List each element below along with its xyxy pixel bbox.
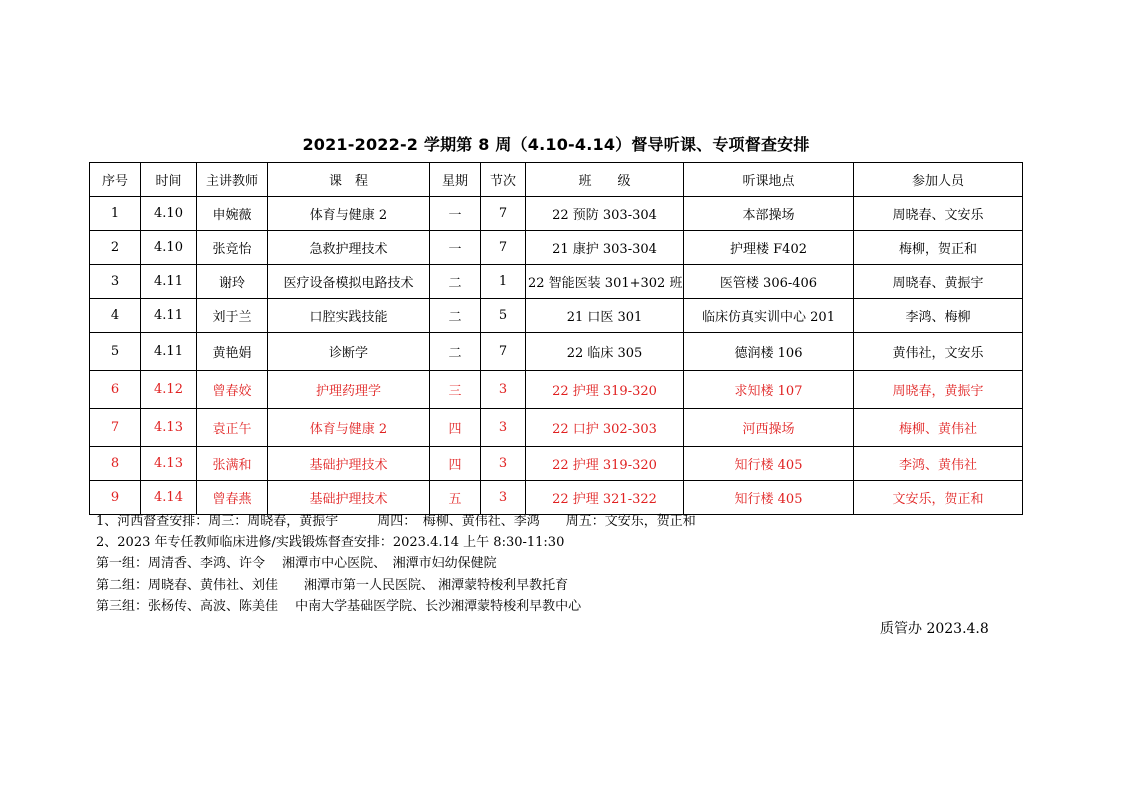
note-group-1: 第一组：周清香、李鸿、许令 湘潭市中心医院、 湘潭市妇幼保健院 <box>96 556 497 572</box>
cell-class: 22 智能医装 301+302 班 <box>526 265 684 299</box>
table-row <box>90 265 1023 299</box>
table-row <box>90 371 1023 409</box>
header-weekday: 星期 <box>430 163 481 197</box>
cell-date: 4.11 <box>141 299 197 333</box>
cell-weekday: 三 <box>430 371 481 409</box>
cell-teacher: 袁正午 <box>197 409 268 447</box>
cell-location: 知行楼 405 <box>684 481 854 515</box>
cell-class: 22 口护 302-303 <box>526 409 684 447</box>
cell-period: 7 <box>481 333 526 371</box>
header-class: 班 级 <box>526 163 684 197</box>
cell-period: 3 <box>481 409 526 447</box>
cell-location: 求知楼 107 <box>684 371 854 409</box>
cell-course: 体育与健康 2 <box>268 409 430 447</box>
page-title: 2021-2022-2 学期第 8 周（4.10-4.14）督导听课、专项督查安排 <box>302 135 810 154</box>
cell-weekday: 四 <box>430 447 481 481</box>
cell-date: 4.13 <box>141 409 197 447</box>
cell-weekday: 一 <box>430 231 481 265</box>
cell-date: 4.11 <box>141 265 197 299</box>
cell-weekday: 五 <box>430 481 481 515</box>
header-no: 序号 <box>90 163 141 197</box>
cell-no: 9 <box>90 481 141 515</box>
cell-location: 德润楼 106 <box>684 333 854 371</box>
cell-class: 22 预防 303-304 <box>526 197 684 231</box>
cell-period: 1 <box>481 265 526 299</box>
cell-teacher: 刘于兰 <box>197 299 268 333</box>
cell-attendees: 周晓春，黄振宇 <box>854 371 1023 409</box>
cell-no: 2 <box>90 231 141 265</box>
cell-no: 7 <box>90 409 141 447</box>
cell-location: 河西操场 <box>684 409 854 447</box>
table-row <box>90 409 1023 447</box>
cell-teacher: 曾春姣 <box>197 371 268 409</box>
cell-date: 4.13 <box>141 447 197 481</box>
cell-date: 4.14 <box>141 481 197 515</box>
cell-location: 医管楼 306-406 <box>684 265 854 299</box>
cell-date: 4.10 <box>141 197 197 231</box>
cell-course: 基础护理技术 <box>268 481 430 515</box>
cell-attendees: 文安乐，贺正和 <box>854 481 1023 515</box>
cell-teacher: 曾春燕 <box>197 481 268 515</box>
cell-class: 22 护理 319-320 <box>526 447 684 481</box>
cell-course: 基础护理技术 <box>268 447 430 481</box>
cell-period: 7 <box>481 231 526 265</box>
cell-no: 3 <box>90 265 141 299</box>
cell-location: 护理楼 F402 <box>684 231 854 265</box>
cell-no: 8 <box>90 447 141 481</box>
cell-teacher: 张竞怡 <box>197 231 268 265</box>
cell-teacher: 谢玲 <box>197 265 268 299</box>
cell-weekday: 二 <box>430 333 481 371</box>
cell-course: 口腔实践技能 <box>268 299 430 333</box>
table-row <box>90 333 1023 371</box>
note-clinical-inspection: 2、2023 年专任教师临床进修/实践锻炼督查安排：2023.4.14 上午 8:30-11:30 <box>96 535 565 551</box>
cell-period: 3 <box>481 481 526 515</box>
cell-teacher: 申婉薇 <box>197 197 268 231</box>
cell-weekday: 一 <box>430 197 481 231</box>
cell-weekday: 四 <box>430 409 481 447</box>
header-attendees: 参加人员 <box>854 163 1023 197</box>
cell-date: 4.11 <box>141 333 197 371</box>
cell-class: 22 临床 305 <box>526 333 684 371</box>
cell-weekday: 二 <box>430 265 481 299</box>
header-course: 课 程 <box>268 163 430 197</box>
cell-attendees: 梅柳、黄伟社 <box>854 409 1023 447</box>
cell-date: 4.12 <box>141 371 197 409</box>
cell-date: 4.10 <box>141 231 197 265</box>
table-header-row <box>90 163 1023 197</box>
cell-no: 4 <box>90 299 141 333</box>
header-date: 时间 <box>141 163 197 197</box>
note-group-3: 第三组：张杨传、高波、陈美佳 中南大学基础医学院、长沙湘潭蒙特梭利早教中心 <box>96 598 582 614</box>
cell-attendees: 梅柳，贺正和 <box>854 231 1023 265</box>
header-teacher: 主讲教师 <box>197 163 268 197</box>
cell-no: 1 <box>90 197 141 231</box>
schedule-table <box>89 162 1023 515</box>
cell-period: 3 <box>481 371 526 409</box>
cell-weekday: 二 <box>430 299 481 333</box>
cell-course: 诊断学 <box>268 333 430 371</box>
cell-attendees: 黄伟社，文安乐 <box>854 333 1023 371</box>
signature: 质管办 2023.4.8 <box>880 621 989 637</box>
cell-teacher: 黄艳娟 <box>197 333 268 371</box>
cell-teacher: 张满和 <box>197 447 268 481</box>
cell-course: 急救护理技术 <box>268 231 430 265</box>
cell-location: 知行楼 405 <box>684 447 854 481</box>
table-row <box>90 299 1023 333</box>
cell-course: 医疗设备模拟电路技术 <box>268 265 430 299</box>
header-period: 节次 <box>481 163 526 197</box>
table-row <box>90 447 1023 481</box>
cell-attendees: 周晓春、文安乐 <box>854 197 1023 231</box>
cell-class: 22 护理 319-320 <box>526 371 684 409</box>
table-row <box>90 481 1023 515</box>
cell-course: 体育与健康 2 <box>268 197 430 231</box>
table-row <box>90 197 1023 231</box>
cell-location: 本部操场 <box>684 197 854 231</box>
header-location: 听课地点 <box>684 163 854 197</box>
cell-class: 22 护理 321-322 <box>526 481 684 515</box>
cell-period: 3 <box>481 447 526 481</box>
cell-no: 6 <box>90 371 141 409</box>
cell-attendees: 李鸿、黄伟社 <box>854 447 1023 481</box>
cell-no: 5 <box>90 333 141 371</box>
cell-class: 21 康护 303-304 <box>526 231 684 265</box>
table-row <box>90 231 1023 265</box>
note-group-2: 第二组：周晓春、黄伟社、刘佳 湘潭市第一人民医院、 湘潭蒙特梭利早教托育 <box>96 577 569 593</box>
cell-location: 临床仿真实训中心 201 <box>684 299 854 333</box>
cell-class: 21 口医 301 <box>526 299 684 333</box>
cell-course: 护理药理学 <box>268 371 430 409</box>
cell-period: 7 <box>481 197 526 231</box>
note-hexi-schedule: 1、河西督查安排：周三：周晓春，黄振宇 周四： 梅柳、黄伟社、李鸿 周五：文安乐，贺正和 <box>96 514 696 529</box>
cell-period: 5 <box>481 299 526 333</box>
cell-attendees: 周晓春、黄振宇 <box>854 265 1023 299</box>
cell-attendees: 李鸿、梅柳 <box>854 299 1023 333</box>
notes-section <box>96 511 696 617</box>
